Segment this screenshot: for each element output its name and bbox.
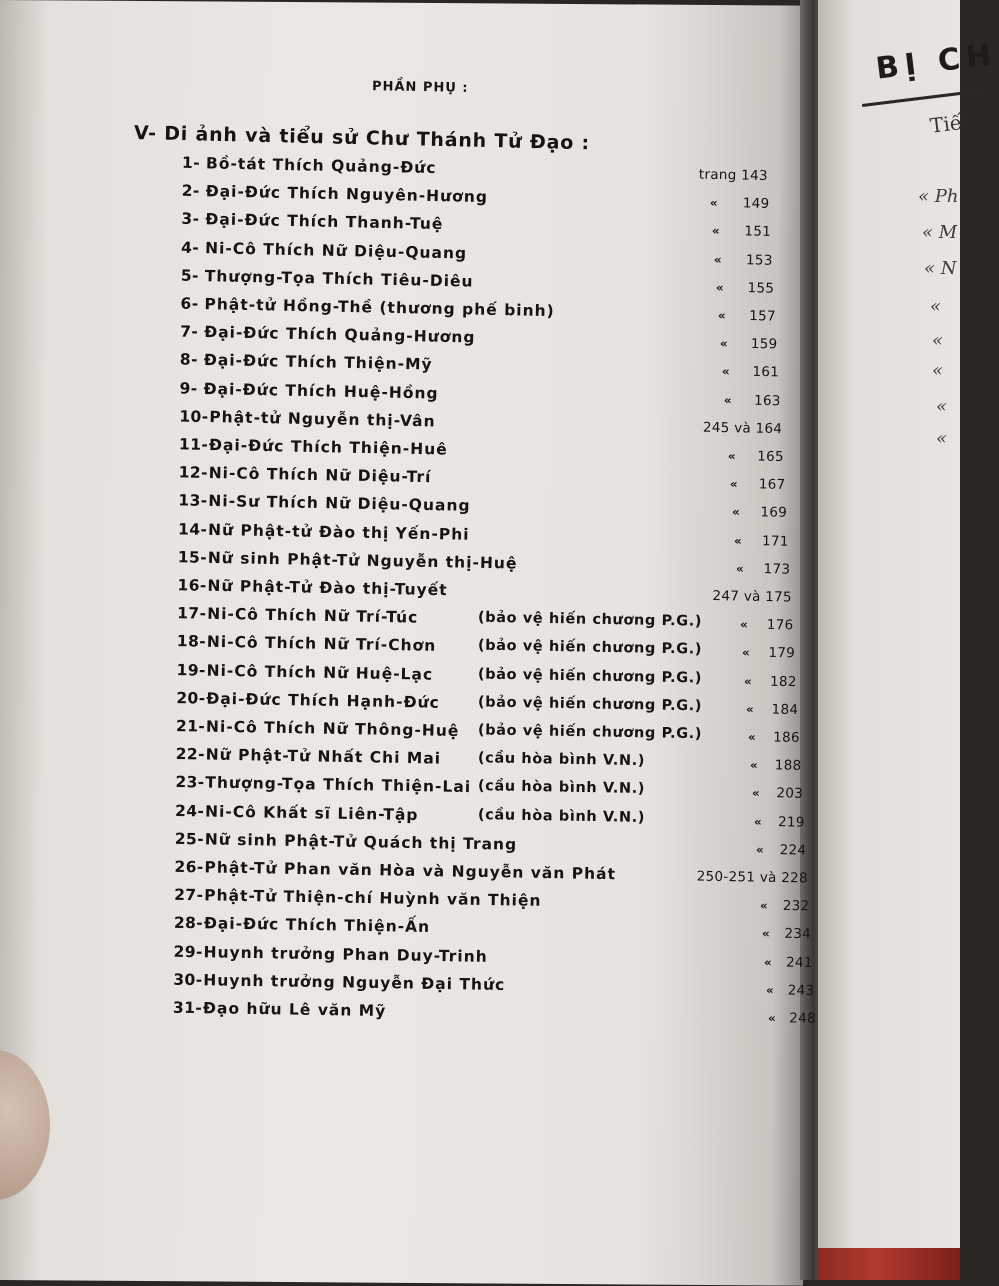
entry-name: Ni-Cô Thích Nữ Trí-Túc	[207, 604, 419, 627]
entry-page-number: 173	[763, 560, 791, 578]
entry-note: (bảo vệ hiến chương P.G.)	[477, 609, 703, 630]
ditto-mark: «	[745, 701, 754, 717]
entry-page-number: 234	[784, 926, 812, 943]
entry-name: Huynh trưởng Phan Duy-Trinh	[203, 942, 488, 966]
entry-page-number: 247 và 175	[712, 588, 793, 606]
entry-number: 11-	[178, 435, 209, 454]
entry-number: 15-	[177, 548, 208, 567]
ditto-mark: «	[723, 392, 732, 407]
entry-number: 20-	[176, 688, 206, 708]
entry-page-number: 248	[789, 1010, 817, 1027]
ditto-mark: «	[719, 336, 728, 351]
entry-number: 12-	[178, 463, 209, 483]
entry-number: 4-	[180, 238, 200, 257]
ditto-mark: «	[739, 617, 748, 632]
entry-number: 9-	[179, 379, 198, 398]
entry-page-number: 243	[787, 982, 815, 999]
ditto-mark: «	[717, 308, 726, 323]
entry-page-number: 250-251 và 228	[696, 868, 809, 887]
entry-name: Thượng-Tọa Thích Thiện-Lai	[205, 773, 472, 797]
ditto-mark: «	[741, 645, 750, 660]
ditto-mark: «	[715, 280, 724, 295]
entry-note: (bảo vệ hiến chương P.G.)	[477, 722, 703, 743]
entry-page-number: 245 và 164	[702, 419, 783, 437]
ditto-mark: «	[751, 786, 760, 801]
entry-page-number: 179	[768, 645, 796, 662]
entry-number: 8-	[179, 350, 199, 370]
ditto-mark: «	[729, 477, 738, 492]
section-heading: V- Di ảnh và tiểu sử Chư Thánh Tử Đạo :	[133, 122, 591, 155]
entry-page-number: 184	[771, 701, 799, 718]
entry-page-number: 153	[745, 251, 773, 269]
ditto-mark: «	[743, 673, 752, 688]
entry-page-number: 163	[753, 392, 781, 409]
ditto-mark: «	[761, 926, 770, 941]
ditto-mark: «	[759, 898, 768, 913]
entry-note: (bảo vệ hiến chương P.G.)	[477, 694, 703, 715]
entry-name: Ni-Cô Thích Nữ Thông-Huệ	[205, 717, 460, 741]
right-page-fragment: « Ph	[918, 186, 959, 207]
entry-number: 23-	[175, 773, 205, 792]
entry-number: 25-	[174, 829, 205, 849]
entry-name: Ni-Cô Thích Nữ Trí-Chơn	[206, 633, 437, 656]
ditto-mark: «	[733, 533, 742, 548]
entry-number: 6-	[180, 294, 199, 313]
entry-page-number: 169	[760, 504, 788, 522]
entry-page-number: 241	[785, 954, 813, 971]
entry-number: 24-	[174, 801, 205, 821]
right-page-title: BỊ CH	[874, 37, 999, 87]
entry-note: (bảo vệ hiến chương P.G.)	[477, 637, 703, 659]
entry-name: Nữ sinh Phật-Tử Nguyễn thị-Huệ	[207, 548, 518, 573]
entry-name: Nữ Phật-tử Đào thị Yến-Phi	[207, 520, 470, 544]
entry-number: 1-	[181, 153, 201, 173]
entry-name: Phật-Tử Phan văn Hòa và Nguyễn văn Phát	[204, 858, 617, 884]
right-book-page	[818, 0, 999, 1250]
entry-page-number: 149	[742, 195, 770, 213]
entry-name: Ni-Cô Thích Nữ Diệu-Quang	[204, 238, 468, 263]
entry-number: 29-	[173, 942, 203, 961]
entry-number: 30-	[173, 970, 203, 990]
toc-entry	[0, 996, 817, 1031]
entry-name: Đạo hữu Lê văn Mỹ	[202, 999, 387, 1021]
entry-page-number: 167	[758, 476, 786, 494]
section-title: PHẦN PHỤ :	[371, 79, 469, 96]
entry-name: Đại-Đức Thích Thiện-Huê	[208, 436, 448, 459]
entry-number: 28-	[173, 914, 204, 933]
entry-name: Phật-Tử Thiện-chí Huỳnh văn Thiện	[204, 886, 542, 911]
entry-number: 16-	[177, 576, 207, 595]
entry-name: Huynh trưởng Nguyễn Đại Thức	[203, 971, 506, 994]
entry-number: 31-	[172, 998, 203, 1018]
book-cover-edge	[818, 1248, 960, 1280]
entry-number: 3-	[181, 210, 200, 229]
entry-note: (bảo vệ hiến chương P.G.)	[477, 666, 703, 687]
ditto-mark: «	[749, 758, 758, 773]
right-page-fragment: «	[932, 360, 944, 381]
entry-name: Bồ-tát Thích Quảng-Đức	[205, 154, 437, 178]
entry-number: 18-	[176, 632, 207, 652]
entry-number: 17-	[177, 604, 207, 623]
entry-name: Thượng-Tọa Thích Tiêu-Diêu	[204, 266, 474, 291]
ditto-mark: «	[711, 224, 720, 239]
entry-name: Nữ Phật-Tử Nhất Chi Mai	[205, 745, 442, 768]
entry-name: Phật-tử Hồng-Thề (thương phế binh)	[204, 295, 555, 321]
entry-name: Nữ Phật-Tử Đào thị-Tuyết	[207, 576, 448, 600]
entry-page-number: 151	[744, 223, 772, 241]
entry-number: 13-	[178, 491, 208, 511]
ditto-mark: «	[713, 252, 722, 267]
right-page-fragment: « N	[924, 258, 957, 279]
entry-name: Phật-tử Nguyễn thị-Vân	[209, 407, 436, 431]
right-page-fragment: «	[932, 330, 944, 351]
entry-page-number: 176	[766, 617, 794, 634]
entry-page-number: 186	[773, 729, 801, 746]
entry-page-number: 203	[776, 785, 804, 803]
entry-page-number: 182	[769, 673, 797, 690]
entry-page-number: 171	[761, 532, 789, 550]
entry-page-number: trang 143	[698, 166, 769, 185]
entry-name: Ni-Cô Thích Nữ Diệu-Trí	[208, 464, 432, 487]
right-page-fragment: «	[936, 396, 948, 417]
ditto-mark: «	[731, 505, 740, 520]
entry-number: 26-	[174, 857, 204, 877]
entry-note: (cầu hòa bình V.N.)	[477, 778, 646, 798]
ditto-mark: «	[765, 982, 774, 998]
entry-number: 19-	[176, 660, 206, 680]
ditto-mark: «	[735, 561, 744, 576]
ditto-mark: «	[767, 1011, 776, 1026]
entry-name: Đại-Đức Thích Nguyên-Hương	[205, 182, 489, 207]
ditto-mark: «	[763, 954, 772, 969]
ditto-mark: «	[709, 195, 718, 211]
entry-name: Ni-Sư Thích Nữ Diệu-Quang	[208, 492, 471, 516]
entry-page-number: 161	[752, 364, 780, 381]
entry-page-number: 157	[749, 308, 777, 325]
entry-number: 21-	[175, 717, 206, 736]
entry-page-number: 224	[779, 841, 807, 859]
entry-number: 22-	[175, 745, 206, 764]
entry-page-number: 159	[750, 336, 778, 353]
entry-number: 2-	[181, 181, 200, 201]
entry-name: Đại-Đức Thích Thanh-Tuệ	[205, 210, 444, 234]
entry-page-number: 188	[774, 757, 802, 775]
right-page-fragment: « M	[922, 222, 958, 243]
entry-name: Đại-Đức Thích Huệ-Hồng	[203, 379, 439, 403]
entry-name: Đại-Đức Thích Hạnh-Đức	[206, 689, 440, 712]
right-page-subtitle: Tiế	[928, 110, 964, 138]
entry-page-number: 165	[757, 448, 785, 466]
ditto-mark: «	[727, 448, 736, 464]
entry-note: (cầu hòa bình V.N.)	[477, 806, 646, 826]
ditto-mark: «	[747, 730, 756, 745]
entry-name: Nữ sinh Phật-Tử Quách thị Trang	[204, 830, 518, 854]
right-page-fragment: «	[930, 296, 942, 317]
entry-page-number: 155	[747, 279, 775, 297]
entry-page-number: 232	[782, 898, 810, 915]
entry-number: 27-	[174, 886, 204, 905]
entry-page-number: 219	[777, 813, 805, 831]
entry-number: 7-	[180, 322, 199, 342]
right-page-fragment: «	[936, 428, 948, 449]
entry-name: Đại-Đức Thích Thiện-Ấn	[203, 914, 431, 937]
entry-name: Đại-Đức Thích Thiện-Mỹ	[203, 351, 433, 374]
ditto-mark: «	[721, 364, 730, 379]
right-page-title-underline	[862, 89, 981, 107]
ditto-mark: «	[753, 814, 762, 829]
entry-name: Ni-Cô Khất sĩ Liên-Tập	[204, 802, 419, 824]
entry-name: Đại-Đức Thích Quảng-Hương	[204, 323, 476, 347]
entry-number: 14-	[177, 519, 208, 539]
entry-name: Ni-Cô Thích Nữ Huệ-Lạc	[206, 661, 434, 684]
ditto-mark: «	[755, 842, 764, 857]
entry-number: 10-	[179, 407, 209, 426]
entry-note: (cầu hòa bình V.N.)	[477, 750, 646, 770]
entry-number: 5-	[180, 266, 200, 285]
